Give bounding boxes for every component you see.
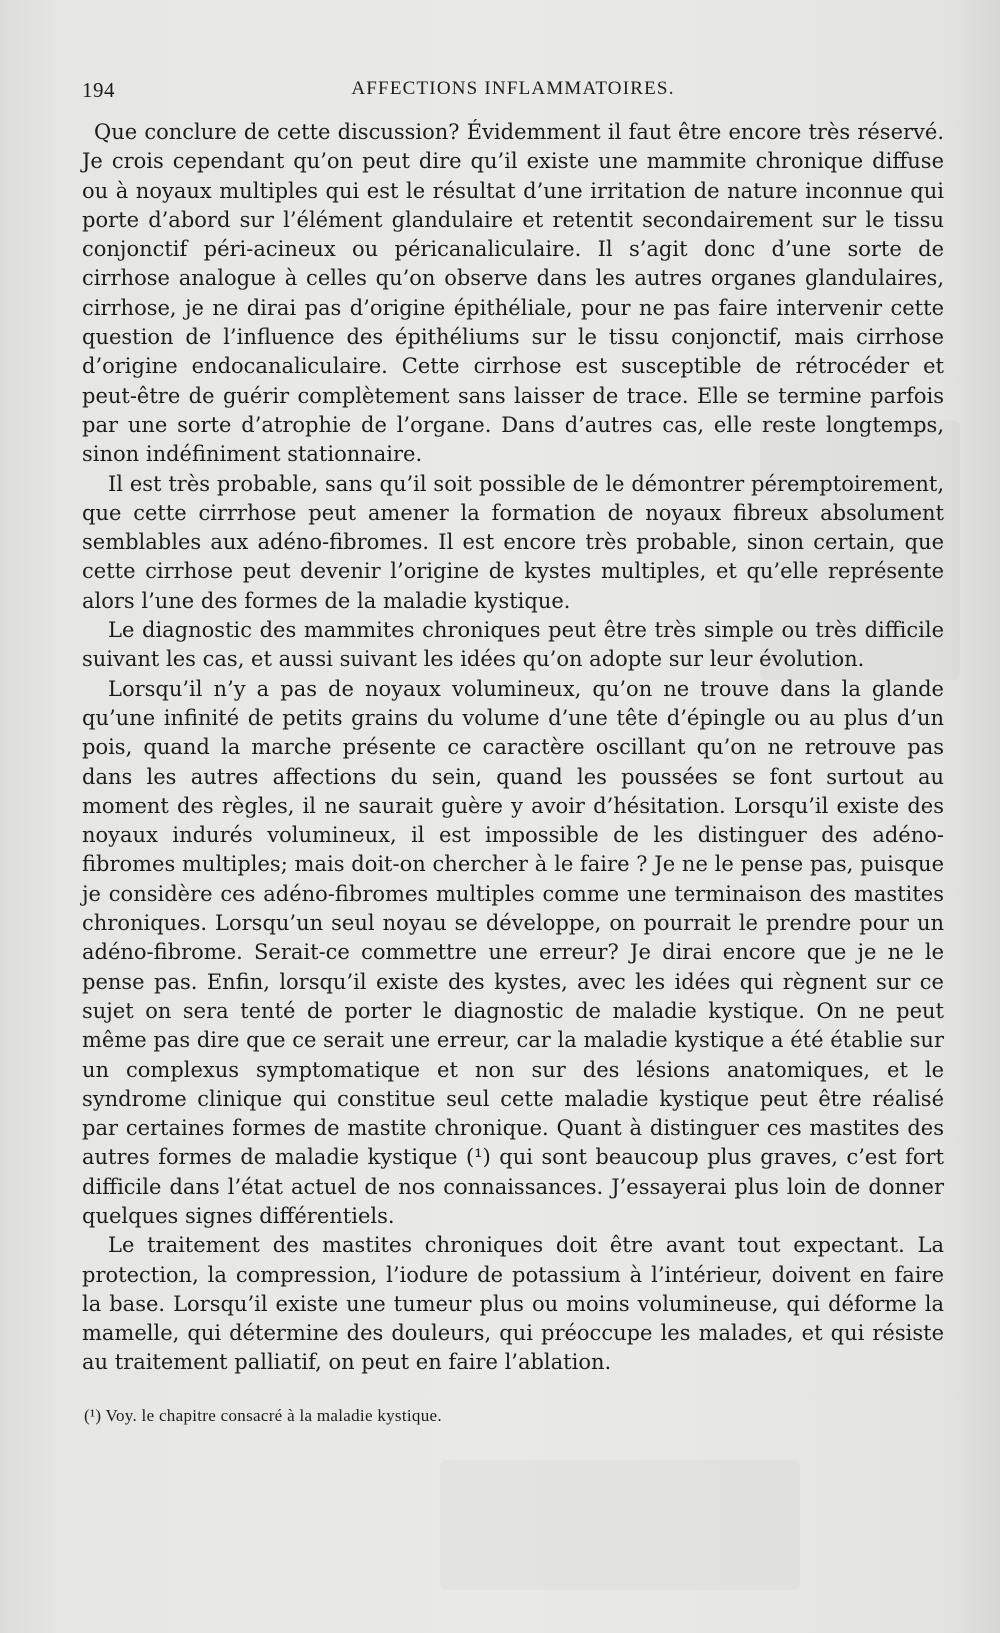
paragraph-diagnostic: Le diagnostic des mammites chroniques peut être très simple ou très difficile suivant les cas, et aussi suivant les idées qu’on adopte sur leur évolution. (82, 618, 944, 672)
paragraph-probable-cirrhosis: Il est très probable, sans qu’il soit possible de le démontrer péremptoirement, que cette cirrrhose peut amener la formation de noyaux fibreux absolument semblables aux adéno-fibromes. Il est encore très probable, sinon certain, que cette cirrhose peut devenir l’origine de kystes multiples, et qu’elle représente alors l’une des formes de la maladie kystique. (82, 471, 944, 613)
body-text (82, 118, 944, 1378)
paragraph-treatment: Le traitement des mastites chroniques doit être avant tout expectant. La protection, la compression, l’iodure de potassium à l’intérieur, doivent en faire la base. Lorsqu’il existe une tumeur plus ou moins volumineuse, qui déforme la mamelle, qui détermine des douleurs, qui préoccupe les malades, et qui résiste au traitement palliatif, on peut en faire l’ablation. (82, 1233, 944, 1375)
footnote: (¹) Voy. le chapitre consacré à la maladie kystique. (84, 1406, 442, 1425)
paragraph-conclusion: Que conclure de cette discussion? Évidemment il faut être encore très réservé. Je crois cependant qu’on peut dire qu’il existe une mammite chronique diffuse ou à noyaux multiples qui est le résultat d’une irritation de nature inconnue qui porte d’abord sur l’élément glandulaire et retentit secondairement sur le tissu conjonctif péri-acineux ou péricanaliculaire. Il s’agit donc d’une sorte de cirrhose analogue à celles qu’on observe dans les autres organes glandulaires, cirrhose, je ne dirai pas d’origine épithéliale, pour ne pas faire intervenir cette question de l’influence des épithéliums sur le tissu conjonctif, mais cirrhose d’origine endocanaliculaire. Cette cirrhose est susceptible de rétrocéder et peut-être de guérir complètement sans laisser de trace. Elle se termine parfois par une sorte d’atrophie de l’organe. Dans d’autres cas, elle reste longtemps, sinon indéfiniment stationnaire. (82, 120, 944, 467)
page-header (82, 78, 944, 108)
running-title: AFFECTIONS INFLAMMATOIRES. (351, 78, 675, 99)
paragraph-differential: Lorsqu’il n’y a pas de noyaux volumineux, qu’on ne trouve dans la glande qu’une infinité de petits grains du volume d’une tête d’épingle ou au plus d’un pois, quand la marche présente ce caractère oscillant qu’on ne retrouve pas dans les autres affections du sein, quand les poussées se font surtout au moment des règles, il ne saurait guère y avoir d’hésitation. Lorsqu’il existe des noyaux indurés volumineux, il est impossible de les distinguer des adéno-fibromes multiples; mais doit-on chercher à le faire ? Je ne le pense pas, puisque je considère ces adéno-fibromes multiples comme une terminaison des mastites chroniques. Lorsqu’un seul noyau se développe, on pourrait le prendre pour un adéno-fibrome. Serait-ce commettre une erreur? Je dirai encore que je ne le pense pas. Enfin, lorsqu’il existe des kystes, avec les idées qui règnent sur ce sujet on sera tenté de porter le diagnostic de maladie kystique. On ne peut même pas dire que ce serait une erreur, car la maladie kystique a été établie sur un complexus symptomatique et non sur des lésions anatomiques, et le syndrome clinique qui constitue seul cette maladie kystique peut être réalisé par certaines formes de mastite chronique. Quant à distinguer ces mastites des autres formes de maladie kystique (¹) qui sont beaucoup plus graves, c’est fort difficile dans l’état actuel de nos connaissances. J’essayerai plus loin de donner quelques signes différentiels. (82, 676, 944, 1228)
bleed-through-shadow-lower (440, 1460, 800, 1590)
page-number: 194 (82, 78, 115, 102)
